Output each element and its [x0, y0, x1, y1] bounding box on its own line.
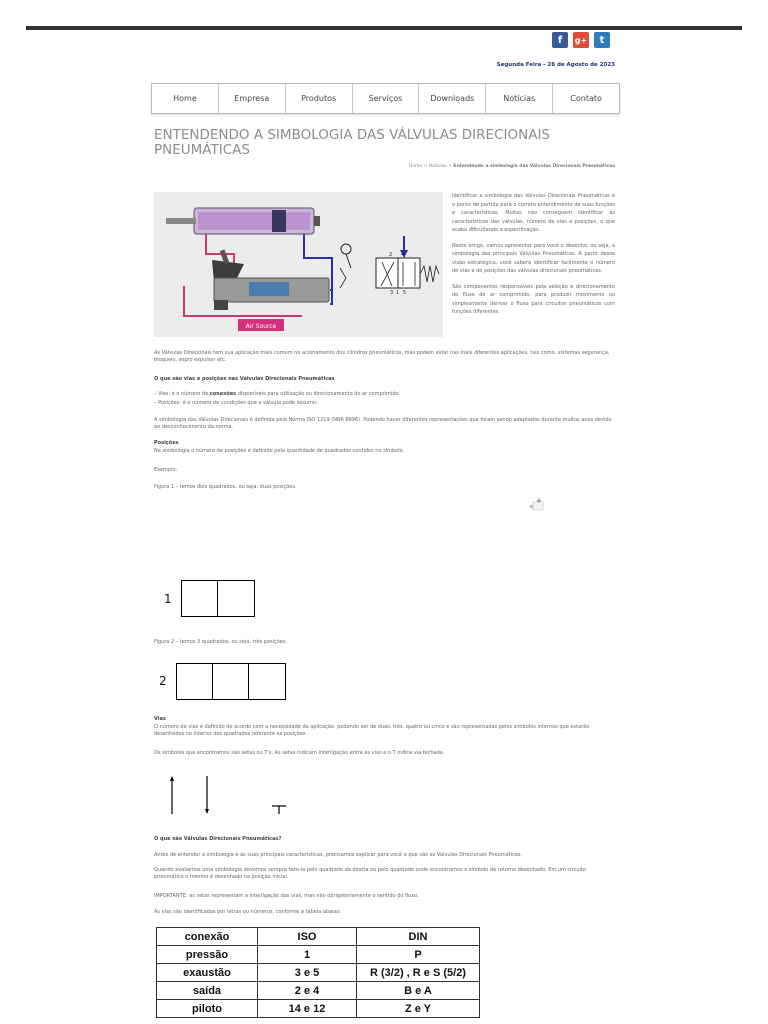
- nav-item-servicos[interactable]: Serviços: [353, 84, 420, 113]
- paragraph-norma: A simbologia das Válvulas Direcionais é definida pela Norma ISO 1219 (NBR 8896). Podendo haver diferentes representações que foram sendo adaptadas durante muitos anos devido ao desconhecimento da norma.: [154, 417, 612, 430]
- breadcrumb-current: Entendendo a simbologia das Válvulas Direcionais Pneumáticas: [453, 164, 615, 169]
- table-cell: piloto: [157, 1000, 258, 1018]
- figure2-square: [212, 663, 250, 700]
- port-label: 3: [390, 290, 394, 296]
- google-plus-icon[interactable]: g+: [573, 32, 589, 48]
- port-label: 4: [401, 252, 405, 258]
- facebook-icon[interactable]: f: [552, 32, 568, 48]
- list-vias-prefix: – Vias: é o número de: [154, 391, 210, 397]
- current-date: Segunda Feira - 28 de Agosto de 2023: [496, 62, 615, 68]
- nav-item-produtos[interactable]: Produtos: [286, 84, 353, 113]
- social-links: [552, 32, 610, 48]
- breadcrumb-sep: >: [422, 164, 429, 169]
- intro-paragraph: São componentes responsáveis pela seleção e direcionamento do fluxo de ar comprimido, para produzir movimento ou simplesmente derivar o fluxo para circuitos pneumáticos com funções diferentes.: [452, 283, 615, 315]
- table-row: [157, 982, 480, 1000]
- paragraph-vias: O número de vias é definido de acordo com a necessidade da aplicação, podendo ser de duas, três, quatro ou cinco e são representadas pelos símbolos internos que estarão desenhados no interior dos quadrados referente as posições.: [154, 724, 590, 737]
- paragraph-quando: Quando avaliamos uma simbologia devemos sempre faze-la pelo quadrado da direita ou pelo quadrado onde encontramos o símbolo de retorno desenhado. Em um circuito pneumático o mesmo é desenhado na posição inicial.: [154, 867, 586, 880]
- arrow-symbols: [160, 772, 300, 818]
- figure1-square: [181, 580, 219, 617]
- paragraph-application: As Válvulas Direcionais tem sua aplicação mais comum no acionamento dos cilindros pneumáticos, mas podem estar nas mais diferentes aplicações, tais como: sistemas segurança, bloqueio, sopro expulsor etc.: [154, 350, 610, 363]
- valve-illustration: [154, 192, 443, 337]
- table-header-cell: ISO: [258, 928, 357, 946]
- table-cell: P: [357, 946, 480, 964]
- nav-item-home[interactable]: Home: [152, 84, 219, 113]
- table-cell: B e A: [357, 982, 480, 1000]
- list-vias-suffix: disponíveis para utilização ou direcionamento do ar comprimido.: [236, 391, 401, 397]
- table-cell: 1: [258, 946, 357, 964]
- breadcrumb-section[interactable]: Notícias: [428, 164, 447, 169]
- heading-oque-text: O que são Válvulas Direcionais Pneumáticas?: [154, 836, 282, 842]
- paragraph-identificadas: As vias são identificadas por letras ou números, conforme a tabela abaixo:: [154, 909, 342, 915]
- table-header-cell: conexão: [157, 928, 258, 946]
- port-label: 2: [389, 252, 393, 258]
- table-header-cell: DIN: [357, 928, 480, 946]
- main-nav: [151, 83, 620, 114]
- figure2-square: [248, 663, 286, 700]
- broken-image-icon: [530, 496, 544, 510]
- figure1-square: [217, 580, 255, 617]
- table-row: [157, 946, 480, 964]
- list-vias-bold: conexões: [209, 391, 237, 397]
- table-cell: 2 e 4: [258, 982, 357, 1000]
- table-row: [157, 964, 480, 982]
- port-label: 5: [403, 290, 407, 296]
- top-bar: [26, 26, 742, 30]
- figure2-square: [176, 663, 214, 700]
- paragraph-exemplo: Exemplo:: [154, 467, 178, 473]
- table-cell: 14 e 12: [258, 1000, 357, 1018]
- heading-posicoes-text: Posições: [154, 440, 179, 446]
- table-cell: saída: [157, 982, 258, 1000]
- air-source-label: Air Source: [245, 323, 277, 330]
- nav-item-empresa[interactable]: Empresa: [219, 84, 286, 113]
- paragraph-importante: IMPORTANTE: as setas representam a interligação das vias, mas não obrigatoriamente o sentido do fluxo.: [154, 893, 419, 899]
- page-title: ENTENDENDO A SIMBOLOGIA DAS VÁLVULAS DIRECIONAIS PNEUMÁTICAS: [154, 127, 550, 158]
- heading-vias: [154, 716, 616, 723]
- paragraph-simbolos: Os símbolos que encontramos são setas ou T's. As setas indicam interligação entre as vias e o T indica via fechada.: [154, 750, 445, 756]
- breadcrumb: [409, 164, 615, 169]
- table-cell: R (3/2) , R e S (5/2): [357, 964, 480, 982]
- paragraph-antes: Antes de entender a simbologia e as suas principais características, precisamos explicar para você o que são as Válvulas Direcionais Pneumáticas.: [154, 852, 523, 858]
- heading-vias-posicoes-text: O que são vias e posições nas Válvulas Direcionais Pneumáticas: [154, 376, 335, 382]
- nav-item-downloads[interactable]: Downloads: [419, 84, 486, 113]
- figure1-label: 1: [164, 592, 172, 606]
- heading-oque: [154, 836, 616, 843]
- paragraph-posicoes: Na simbologia o número de posições é definido pela quantidade de quadrados contidos no símbolo.: [154, 448, 405, 454]
- valve-illustration-svg: [154, 192, 443, 337]
- twitter-icon[interactable]: t: [594, 32, 610, 48]
- intro-paragraph: Neste artigo, vamos apresentar para você o desenho, ou seja, a simbologia das principais Válvulas Pneumáticas. A partir dessa visão estratégica, você saberá identificar facilmente o número de vias e de posições das válvulas direcionais pneumáticas.: [452, 242, 615, 274]
- heading-vias-text: Vias: [154, 716, 166, 722]
- nav-item-contato[interactable]: Contato: [570, 94, 602, 103]
- nav-item-noticias[interactable]: Notícias: [486, 84, 553, 113]
- intro-text: [452, 192, 615, 324]
- list-posicoes: – Posições: é o número de condições que a válvula pode assumir.: [154, 400, 318, 406]
- figure2-caption: Figura 2 – temos 3 quadrados, ou seja, três posições.: [154, 639, 288, 645]
- vias-table: [156, 927, 480, 1018]
- figure1-caption: Figura 1 – temos dois quadrados, ou seja, duas posições.: [154, 484, 297, 490]
- table-cell: Z e Y: [357, 1000, 480, 1018]
- port-label: 1: [396, 290, 400, 296]
- table-cell: 3 e 5: [258, 964, 357, 982]
- intro-paragraph: Identificar a simbologia das Válvulas Direcionais Pneumáticas é o ponto de partida para o correto entendimento de suas funções e características. Muitos não conseguem identificar as características das válvulas, número de vias e posições, o que acaba dificultando a especificação.: [452, 193, 615, 233]
- breadcrumb-sep: >: [446, 164, 454, 169]
- heading-vias-posicoes: [154, 376, 616, 383]
- breadcrumb-home[interactable]: Home: [408, 164, 423, 169]
- figure2-label: 2: [159, 674, 167, 688]
- table-header-row: [157, 928, 480, 946]
- table-cell: pressão: [157, 946, 258, 964]
- table-row: [157, 1000, 480, 1018]
- list-vias: [154, 391, 616, 398]
- table-cell: exaustão: [157, 964, 258, 982]
- heading-posicoes: [154, 440, 616, 447]
